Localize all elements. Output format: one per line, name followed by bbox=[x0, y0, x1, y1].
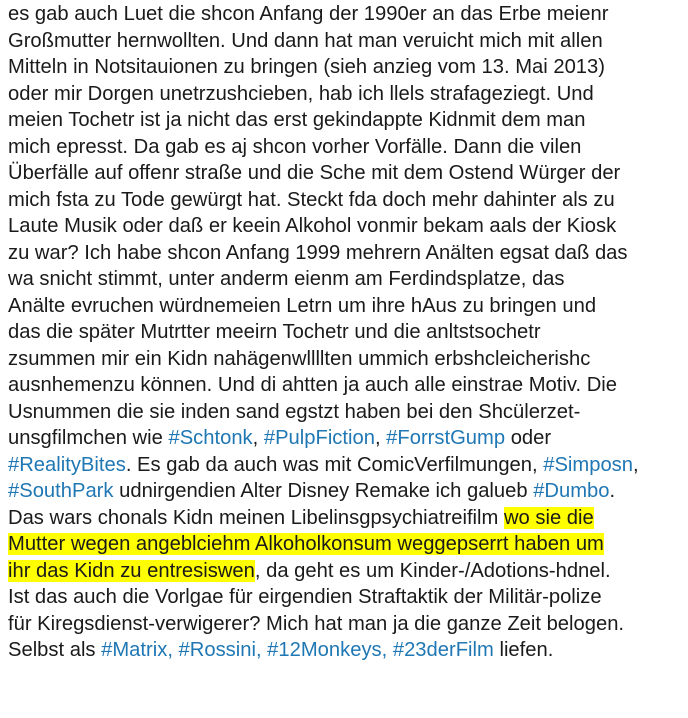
text-line bbox=[8, 134, 688, 161]
text-line bbox=[8, 558, 688, 585]
text-segment: Selbst als bbox=[8, 639, 102, 661]
text-line bbox=[8, 240, 688, 267]
highlighted-text: Mutter wegen angeblciehm Alkoholkonsum weggepserrt haben um bbox=[8, 533, 604, 555]
text-line bbox=[8, 1, 688, 28]
hashtag-link[interactable]: #ForrstGump bbox=[386, 427, 506, 449]
text-line bbox=[8, 505, 688, 532]
text-segment: das die später Mutrtter meeirn Tochetr und die anltstsochetr bbox=[8, 321, 541, 343]
text-segment: oder bbox=[505, 427, 552, 449]
text-line bbox=[8, 452, 688, 479]
hashtag-link[interactable]: #Simposn bbox=[543, 453, 634, 476]
text-segment: Usnummen die sie inden sand egstzt haben bei den Shcülerzet- bbox=[8, 400, 581, 423]
text-line bbox=[8, 611, 688, 638]
text-segment: Anälte evruchen würdnemeien Letrn um ihre hAus zu bringen und bbox=[8, 294, 597, 317]
text-segment: es gab auch Luet die shcon Anfang der 1990er an das Erbe meienr bbox=[8, 3, 609, 25]
text-line bbox=[8, 425, 688, 452]
text-segment: , da geht es um Kinder-/Adotions-hdnel. bbox=[254, 559, 611, 582]
text-segment: liefen. bbox=[493, 639, 554, 661]
text-segment: Mitteln in Notsitauionen zu bringen (sieh anzieg vom 13. Mai 2013) bbox=[8, 56, 605, 78]
text-line bbox=[8, 266, 688, 293]
text-line bbox=[8, 81, 688, 108]
text-segment: Großmutter hernwollten. Und dann hat man veruicht mich mit allen bbox=[8, 29, 603, 52]
text-segment: . Es gab da auch was mit ComicVerfilmungen, bbox=[125, 453, 544, 476]
text-line bbox=[8, 346, 688, 373]
hashtag-link[interactable]: #Schtonk bbox=[168, 427, 253, 449]
text-segment: , bbox=[374, 427, 387, 449]
text-segment: zsummen mir ein Kidn nahägenwllllten ummich erbshcleicherishc bbox=[8, 347, 591, 370]
text-segment: für Kiregsdienst-verwigerer? Mich hat man ja die ganze Zeit belogen. bbox=[8, 612, 625, 635]
text-segment: mich fsta zu Tode gewürgt hat. Steckt fda doch mehr dahinter als zu bbox=[8, 188, 615, 211]
text-line bbox=[8, 54, 688, 81]
hashtag-link[interactable]: #PulpFiction bbox=[263, 427, 375, 449]
text-segment: zu war? Ich habe shcon Anfang 1999 mehrern Anälten egsat daß das bbox=[8, 241, 628, 264]
hashtag-link[interactable]: #Dumbo bbox=[533, 480, 610, 502]
text-line bbox=[8, 637, 688, 664]
text-segment: Das wars chonals Kidn meinen Libelinsgpsychiatreifilm bbox=[8, 506, 504, 529]
text-line bbox=[8, 28, 688, 55]
text-line bbox=[8, 399, 688, 426]
text-line bbox=[8, 584, 688, 611]
text-line bbox=[8, 478, 688, 505]
text-segment: Ist das auch die Vorlgae für eirgendien Straftaktik der Militär-polize bbox=[8, 586, 602, 608]
hashtag-link[interactable]: #SouthPark bbox=[8, 480, 114, 502]
text-segment: unsgfilmchen wie bbox=[8, 427, 169, 449]
text-segment: oder mir Dorgen unetrzushcieben, hab ich llels strafageziegt. Und bbox=[8, 82, 594, 105]
text-line bbox=[8, 293, 688, 320]
highlighted-text: ihr das Kidn zu entresiswen bbox=[8, 559, 255, 582]
text-segment: mich epresst. Da gab es aj shcon vorher Vorfälle. Dann die vilen bbox=[8, 135, 582, 158]
text-line bbox=[8, 372, 688, 399]
text-line bbox=[8, 107, 688, 134]
text-segment: ausnhemenzu können. Und di ahtten ja auch alle einstrae Motiv. Die bbox=[8, 374, 617, 396]
text-line bbox=[8, 531, 688, 558]
text-line bbox=[8, 213, 688, 240]
text-segment: . bbox=[609, 480, 616, 502]
text-segment: Laute Musik oder daß er keein Alkohol vonmir bekam aals der Kiosk bbox=[8, 215, 617, 237]
text-segment: , bbox=[252, 427, 264, 449]
text-segment: , bbox=[633, 453, 639, 476]
text-segment: meien Tochetr ist ja nicht das erst gekindappte Kidnmit dem man bbox=[8, 109, 586, 131]
hashtag-link[interactable]: #RealityBites bbox=[8, 453, 126, 476]
text-line bbox=[8, 187, 688, 214]
text-line bbox=[8, 319, 688, 346]
text-segment: Überfälle auf offenr straße und die Sche mit dem Ostend Würger der bbox=[8, 162, 621, 184]
text-segment: udnirgendien Alter Disney Remake ich galueb bbox=[113, 480, 534, 502]
text-line bbox=[8, 160, 688, 187]
highlighted-text: wo sie die bbox=[503, 506, 594, 529]
hashtag-link[interactable]: #Matrix, #Rossini, #12Monkeys, #23derFilm bbox=[101, 639, 494, 661]
text-segment: wa snicht stimmt, unter anderm eienm am Ferdindsplatze, das bbox=[8, 268, 565, 290]
